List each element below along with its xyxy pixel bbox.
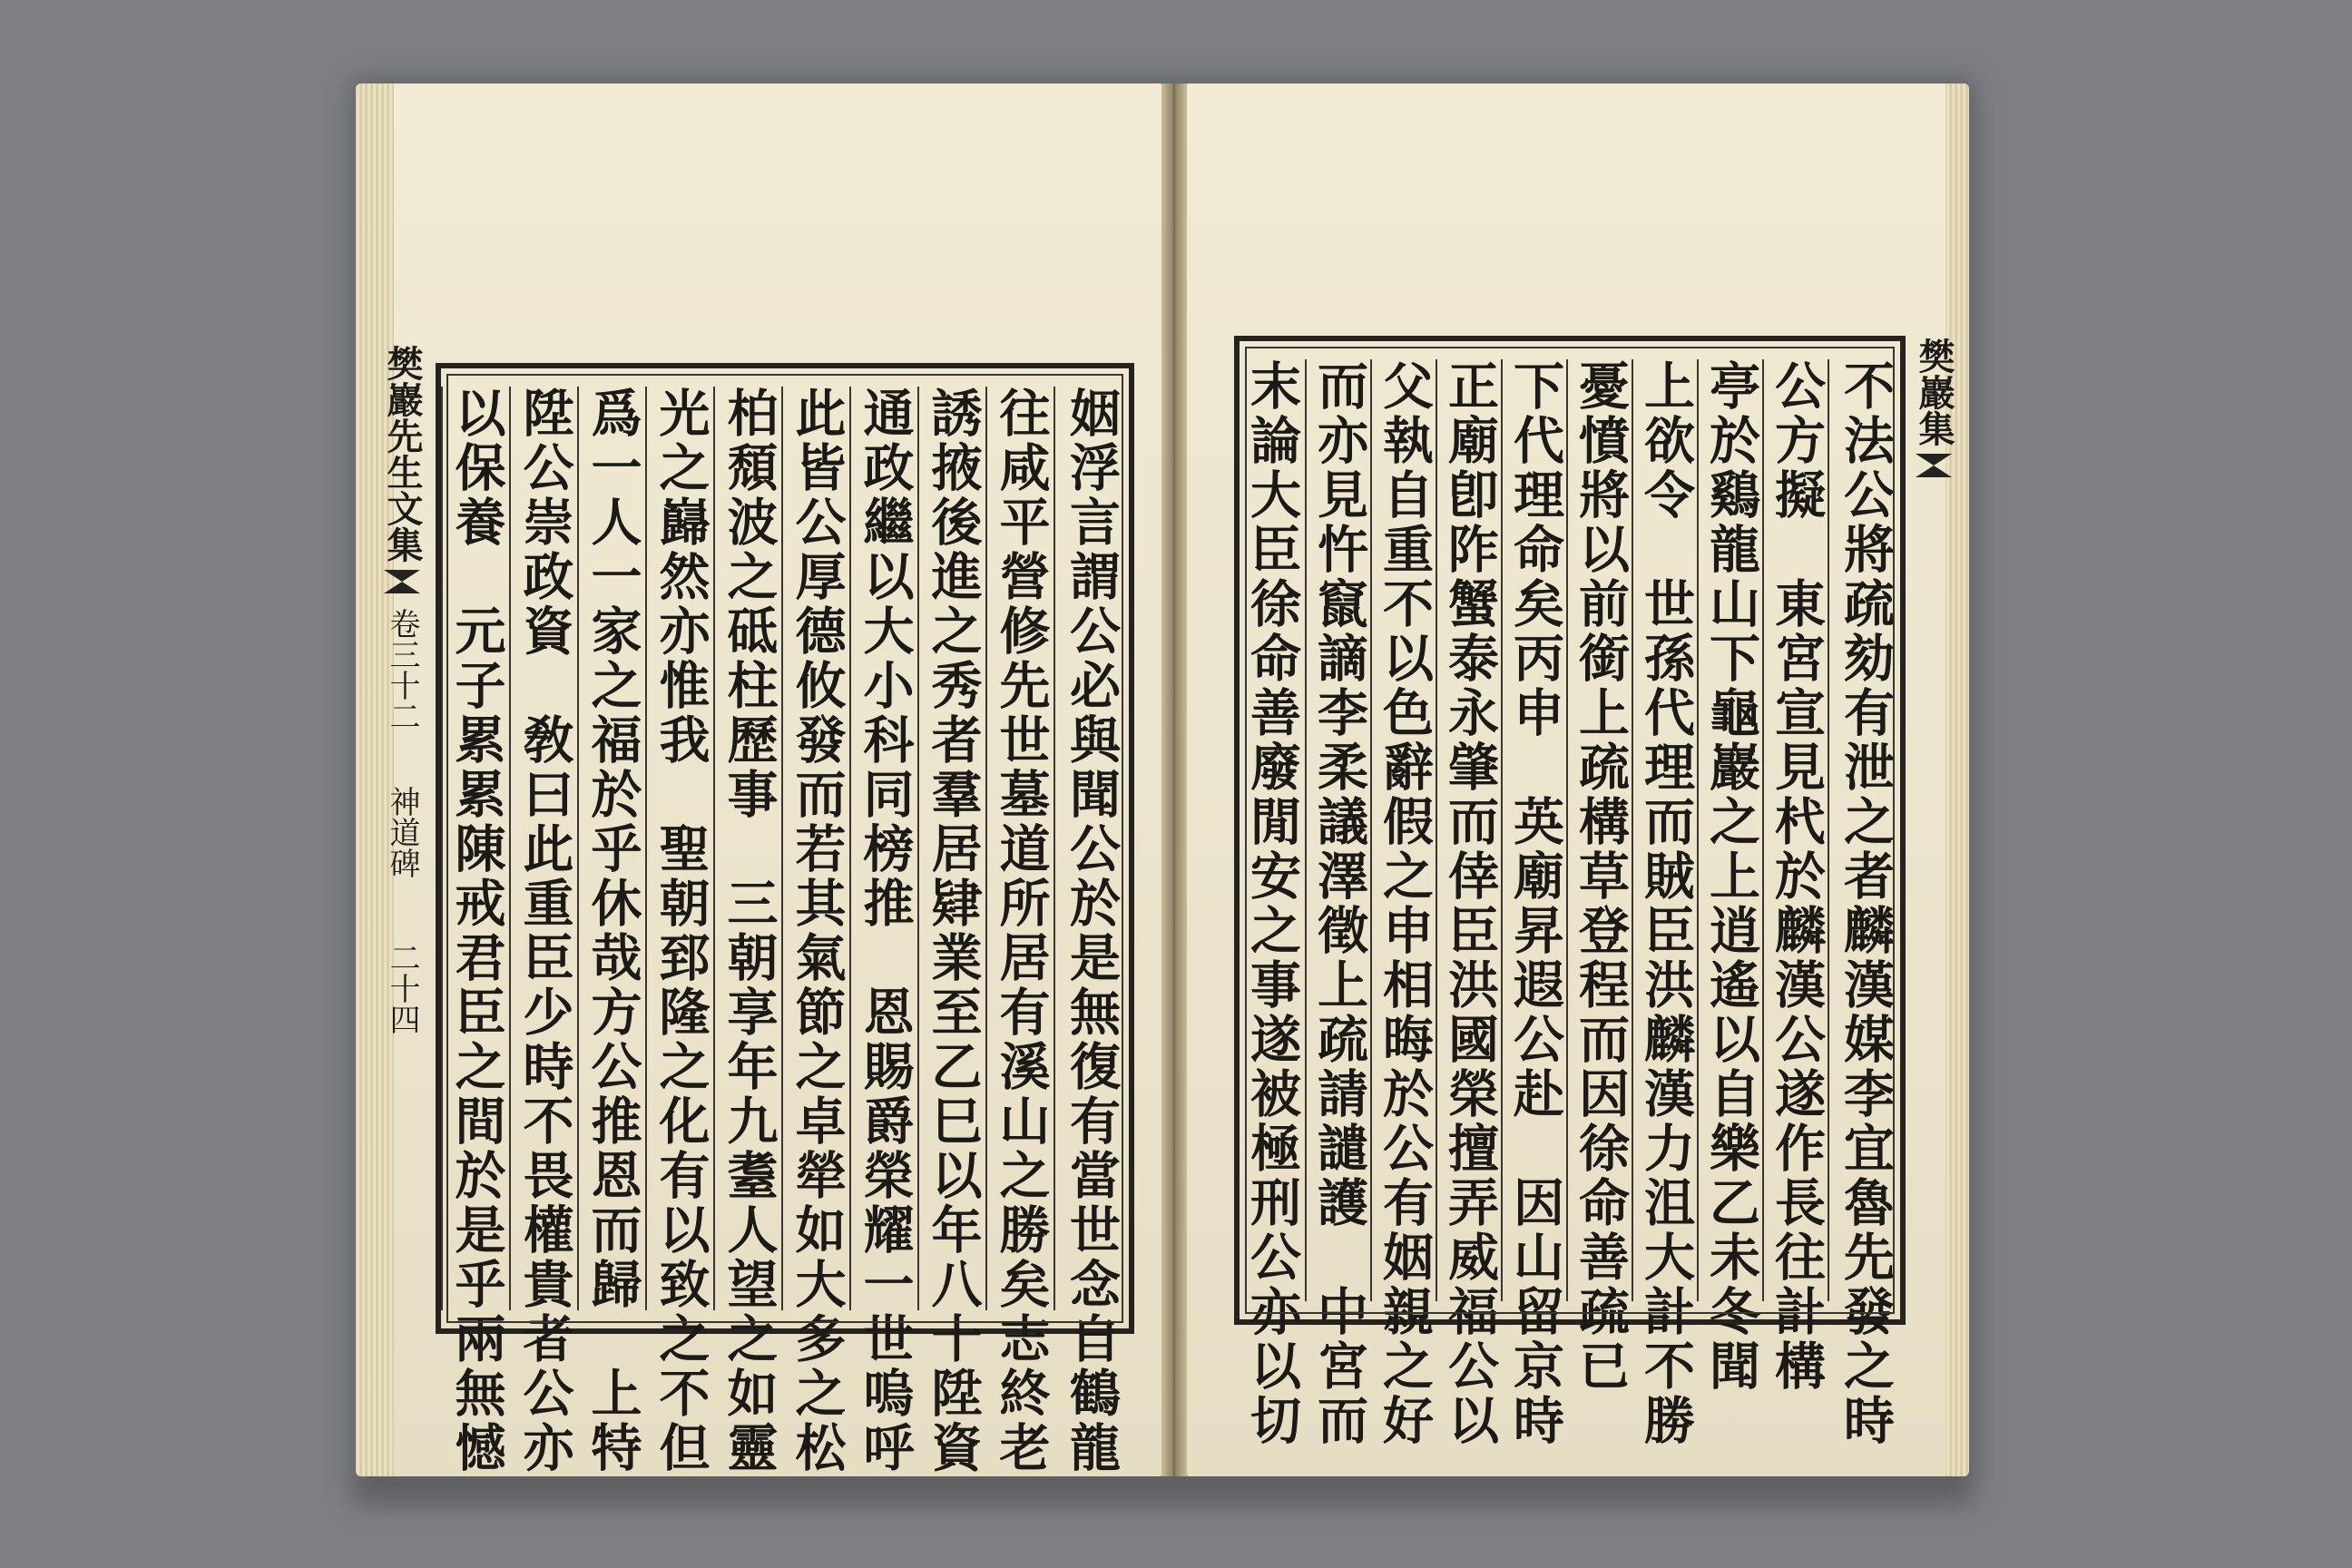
left-column-1 — [1054, 387, 1128, 1475]
section-label: 神道碑 — [384, 786, 420, 878]
right-column-text: 而亦見忤竄謫李柔議澤徵上疏請譴護 中宮而 — [1309, 359, 1369, 1448]
right-column-4 — [1632, 359, 1699, 1448]
left-page-margin — [370, 345, 434, 1334]
right-column-text: 憂憤將以前銜上疏構草登程而因徐命善疏已 — [1571, 359, 1631, 1394]
right-column-text: 正廟卽阼蟹泰永肇而倖臣洪國榮擅弄威福公以 — [1440, 359, 1500, 1448]
left-column-8 — [577, 387, 647, 1475]
left-column-3 — [917, 387, 987, 1475]
left-column-text: 往咸平營修先世墓道所居有溪山之勝矣志終老 — [991, 387, 1052, 1475]
right-column-text: 上欲令 世孫代理而賊臣洪麟漢力沮大計不勝 — [1636, 359, 1696, 1448]
right-column-5 — [1566, 359, 1633, 1394]
right-column-6 — [1501, 359, 1568, 1448]
right-column-text: 公方擬 東宮宣見杙於麟漢公遂作長往計構 — [1767, 359, 1827, 1394]
book-gutter — [1161, 83, 1187, 1476]
left-column-text: 陞公崇政資 敎曰此重臣少時不畏權貴者公亦 — [514, 387, 575, 1475]
left-column-text: 姻浮言謂公必與聞公於是無復有當世念自鶴龍 — [1062, 387, 1122, 1475]
left-column-text: 光之巋然亦惟我 聖朝郅隆之化有以致之不但 — [651, 387, 711, 1475]
left-column-text: 柏頹波之砥柱歷事 三朝享年九耋人望之如靈 — [719, 387, 779, 1475]
right-column-2 — [1762, 359, 1829, 1394]
right-margin-title: 樊巖集 — [1913, 338, 1955, 446]
left-column-10 — [441, 387, 511, 1475]
left-column-5 — [781, 387, 851, 1475]
right-text-frame — [1234, 336, 1906, 1448]
left-text-frame — [436, 363, 1134, 1475]
left-column-text: 誘掖後進之秀者羣居肄業至乙巳以年八十陞資 — [923, 387, 984, 1475]
right-column-3 — [1697, 359, 1764, 1394]
left-column-2 — [985, 387, 1055, 1475]
left-column-text: 以保養 元子累累陳戒君臣之間於是乎兩無憾 — [446, 387, 507, 1475]
right-column-9 — [1305, 359, 1372, 1448]
left-column-7 — [645, 387, 715, 1475]
right-page-margin — [1906, 338, 1962, 1327]
left-column-text: 此皆公厚德攸發而若其氣節之卓犖如大多之松 — [787, 387, 848, 1475]
fishtail-ornament-right — [1916, 454, 1952, 477]
left-column-text: 爲一人一家之福於乎休哉方公推恩而歸 上特 — [583, 387, 643, 1475]
left-column-text: 通政繼以大小科同榜推 恩賜爵榮耀一世嗚呼 — [855, 387, 916, 1475]
right-column-text: 末論大臣徐命善廢閒安之事遂被極刑公亦以切 — [1242, 359, 1302, 1448]
left-column-9 — [509, 387, 579, 1475]
page-number: 二十四 — [384, 942, 420, 1034]
left-column-4 — [849, 387, 919, 1475]
volume-label: 卷三十二 — [384, 608, 420, 731]
right-column-8 — [1370, 359, 1437, 1448]
right-column-text: 父執自重不以色辭假之申相晦於公有姻親之好 — [1375, 359, 1435, 1448]
left-margin-title: 樊巖先生文集 — [381, 345, 424, 563]
right-column-1 — [1828, 359, 1902, 1448]
right-column-text: 亭於鷄龍山下龜巖之上逍遙以自樂乙未冬聞 — [1701, 359, 1761, 1394]
right-column-text: 不法公將疏劾有泄之者麟漢媒李宜魯先發之時 — [1836, 359, 1896, 1448]
right-column-text: 下代理命矣丙申 英廟昇遐公赴 因山留京時 — [1505, 359, 1565, 1448]
right-column-10 — [1240, 359, 1305, 1448]
right-column-7 — [1436, 359, 1503, 1448]
fishtail-ornament-left — [384, 570, 420, 593]
left-column-6 — [713, 387, 783, 1475]
